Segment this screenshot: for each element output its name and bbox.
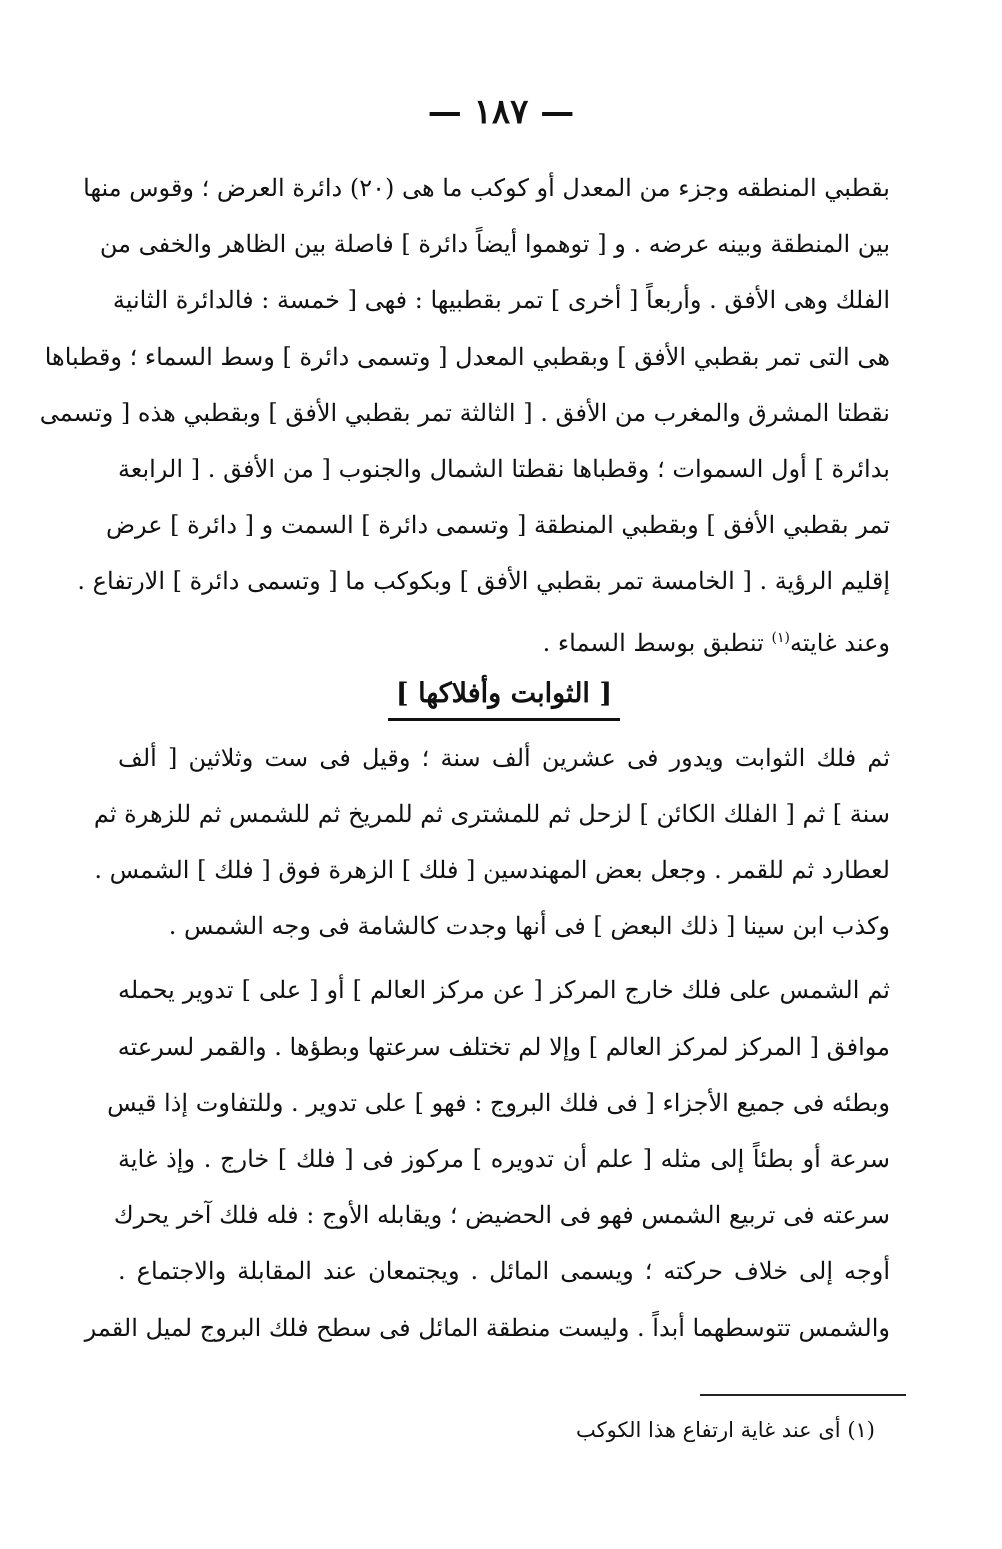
text-line: الفلك وهى الأفق . وأربعاً [ أخرى ] تمر بقطبيها : فهى [ خمسة : فالدائرة الثانية [112,286,890,315]
text-line: بين المنطقة وبينه عرضه . و [ توهموا أيضاً دائرة ] فاصلة بين الظاهر والخفى من [99,230,890,259]
text-line: وبطئه فى جميع الأجزاء [ فى فلك البروج : فهو ] على تدوير . وللتفاوت إذا قيس [107,1088,890,1117]
text-line: سنة ] ثم [ الفلك الكائن ] لزحل ثم للمشترى ثم للمريخ ثم للشمس ثم للزهرة ثم [93,799,890,828]
text-line: تمر بقطبي الأفق ] وبقطبي المنطقة [ وتسمى دائرة ] السمت و [ دائرة ] عرض [105,511,890,540]
paragraph-circles [39,160,890,666]
main-text [39,160,890,1356]
text-line: والشمس تتوسطهما أبداً . وليست منطقة المائل فى سطح فلك البروج لميل القمر [84,1313,890,1342]
text-line: نقطتا المشرق والمغرب من الأفق . [ الثالثة تمر بقطبي الأفق ] وبقطبي هذه [ وتسمى [39,398,890,427]
paragraph-gap [118,954,890,962]
text-line: وكذب ابن سينا [ ذلك البعض ] فى أنها وجدت كالشامة فى وجه الشمس . [168,912,890,941]
paragraph-fixed-stars [93,730,890,955]
text-line: سرعته فى تربيع الشمس فهو فى الحضيض ؛ ويقابله الأوج : فله فلك آخر يحرك [113,1201,890,1230]
text-line: بدائرة ] أول السموات ؛ وقطباها نقطتا الشمال والجنوب [ من الأفق . [ الرابعة [118,454,890,483]
text-line-with-footnote [118,610,890,666]
text-fragment: وعند غايته [789,628,890,657]
paragraph-sun-moon [84,962,890,1355]
footnote: (١) أى عند غاية ارتفاع هذا الكوكب [576,1418,875,1442]
footnote-reference: (١) [771,629,790,646]
text-line: أوجه إلى خلاف حركته ؛ ويسمى المائل . ويجتمعان عند المقابلة والاجتماع . [118,1257,890,1286]
text-line: إقليم الرؤية . [ الخامسة تمر بقطبي الأفق ] وبكوكب ما [ وتسمى دائرة ] الارتفاع . [77,567,890,596]
section-heading: [ الثوابت وأفلاكها ] [388,670,620,721]
text-line: بقطبي المنطقه وجزء من المعدل أو كوكب ما هى (٢٠) دائرة العرض ؛ وقوس منها [83,174,890,202]
text-line: سرعة أو بطئاً إلى مثله [ علم أن تدويره ] مركوز فى [ فلك ] خارج . وإذ غاية [118,1145,890,1173]
text-fragment: تنطبق بوسط السماء . [542,628,764,657]
text-line: لعطارد ثم للقمر . وجعل بعض المهندسين [ فلك ] الزهرة فوق [ فلك ] الشمس . [94,856,890,885]
page-number: — ١٨٧ — [427,92,575,132]
footnote-divider [700,1394,906,1396]
text-line: ثم الشمس على فلك خارج المركز [ عن مركز العالم ] أو [ على ] تدوير يحمله [118,976,890,1005]
text-line: موافق [ المركز لمركز العالم ] وإلا لم تختلف سرعتها وبطؤها . والقمر لسرعته [117,1032,890,1061]
text-line: ثم فلك الثوابت ويدور فى عشرين ألف سنة ؛ وقيل فى ست وثلاثين [ ألف [118,743,890,772]
section-heading-wrapper [118,670,890,730]
text-line: هى التى تمر بقطبي الأفق ] وبقطبي المعدل [ وتسمى دائرة ] وسط السماء ؛ وقطباها [44,342,890,371]
